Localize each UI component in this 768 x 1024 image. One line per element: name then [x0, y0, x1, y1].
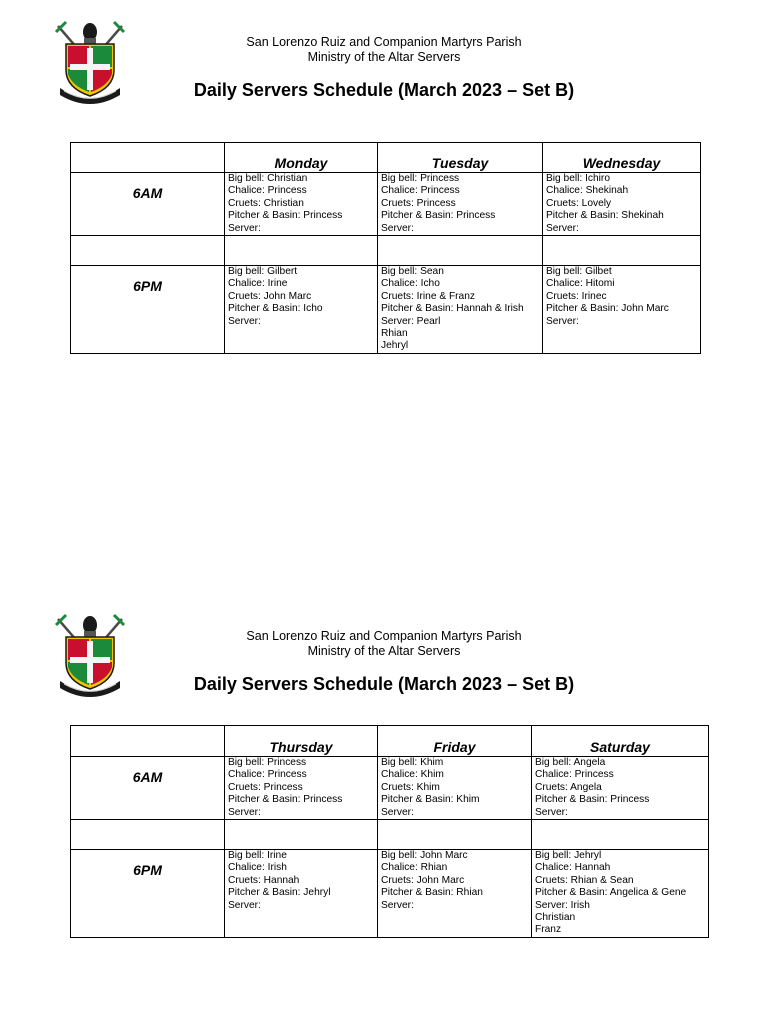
day-header: Saturday — [532, 726, 709, 757]
parish-name: San Lorenzo Ruiz and Companion Martyrs Parish — [246, 35, 522, 49]
assignment-line: Chalice: Princess — [535, 769, 614, 781]
assignment-line: Cruets: Rhian & Sean — [535, 874, 634, 886]
assignment-line: Big bell: John Marc — [381, 850, 468, 862]
assignment-line: Server: — [381, 899, 414, 911]
day-header: Thursday — [225, 726, 378, 757]
assignment-line: Server: — [381, 806, 414, 818]
assignment-line: Pitcher & Basin: Princess — [228, 794, 343, 806]
assignment-line: Chalice: Princess — [228, 769, 307, 781]
assignment-line: Big bell: Ichiro — [546, 173, 610, 184]
empty-header-cell — [71, 726, 225, 757]
empty-cell — [71, 820, 225, 850]
table-row — [71, 266, 701, 354]
assignment-line: Server: — [228, 315, 261, 327]
assignment-line: Big bell: Sean — [381, 266, 444, 278]
assignment-line: Pitcher & Basin: Khim — [381, 794, 480, 806]
assignment-cell — [532, 850, 709, 938]
assignment-line: Pitcher & Basin: John Marc — [546, 303, 669, 315]
assignment-line: Server: — [228, 899, 261, 911]
assignment-cell — [225, 850, 378, 938]
assignment-cell — [378, 757, 532, 820]
time-label: 6AM — [71, 757, 225, 820]
empty-cell — [225, 236, 378, 266]
assignment-line: Christian — [535, 912, 576, 924]
assignment-line: Chalice: Shekinah — [546, 185, 629, 197]
assignment-line: Big bell: Princess — [381, 173, 460, 184]
assignment-line: Pitcher & Basin: Angelica & Gene — [535, 887, 687, 899]
assignment-line: Chalice: Khim — [381, 769, 444, 781]
assignment-line: Cruets: John Marc — [228, 290, 312, 302]
time-label: 6PM — [71, 850, 225, 938]
day-header: Monday — [225, 143, 378, 173]
assignment-line: Cruets: Princess — [228, 781, 303, 793]
assignment-line: Pitcher & Basin: Shekinah — [546, 210, 664, 222]
assignment-line: Pitcher & Basin: Princess — [535, 794, 650, 806]
assignment-line: Big bell: Jehryl — [535, 850, 602, 862]
assignment-line: Chalice: Icho — [381, 278, 440, 290]
empty-header-cell — [71, 143, 225, 173]
assignment-cell — [225, 266, 378, 354]
assignment-line: Pitcher & Basin: Jehryl — [228, 887, 331, 899]
assignment-line: Cruets: Khim — [381, 781, 440, 793]
time-label: 6AM — [71, 173, 225, 236]
assignment-line: Chalice: Irine — [228, 278, 288, 290]
assignment-line: Pitcher & Basin: Princess — [228, 210, 343, 222]
assignment-line: Server: Pearl — [381, 315, 441, 327]
assignment-line: Server: — [546, 222, 579, 234]
assignment-line: Rhian — [381, 328, 408, 340]
assignment-cell — [378, 173, 543, 236]
table-row — [71, 173, 701, 236]
assignment-line: Cruets: Irinec — [546, 290, 607, 302]
assignment-line: Pitcher & Basin: Icho — [228, 303, 323, 315]
day-header: Friday — [378, 726, 532, 757]
empty-cell — [532, 820, 709, 850]
table-header-row — [71, 143, 701, 173]
parish-name: San Lorenzo Ruiz and Companion Martyrs Parish — [246, 629, 522, 643]
assignment-line: Big bell: Gilbert — [228, 266, 298, 278]
schedule-title: Daily Servers Schedule (March 2023 – Set B) — [193, 674, 575, 694]
assignment-line: Big bell: Christian — [228, 173, 308, 184]
assignment-line: Server: — [546, 315, 579, 327]
assignment-line: Big bell: Gilbet — [546, 266, 612, 278]
spacer-row — [71, 236, 701, 266]
assignment-line: Server: Irish — [535, 899, 590, 911]
empty-cell — [378, 236, 543, 266]
assignment-line: Chalice: Princess — [228, 185, 307, 197]
assignment-line: Cruets: Irine & Franz — [381, 290, 475, 302]
empty-cell — [543, 236, 701, 266]
assignment-line: Cruets: Angela — [535, 781, 602, 793]
table-row — [71, 850, 709, 938]
schedule-table — [70, 142, 701, 354]
ministry-name: Ministry of the Altar Servers — [307, 644, 461, 658]
assignment-line: Server: — [228, 222, 261, 234]
empty-cell — [378, 820, 532, 850]
assignment-line: Chalice: Irish — [228, 862, 287, 874]
assignment-line: Chalice: Hannah — [535, 862, 611, 874]
assignment-line: Franz — [535, 924, 562, 936]
day-header: Tuesday — [378, 143, 543, 173]
assignment-cell — [543, 173, 701, 236]
assignment-line: Cruets: Christian — [228, 197, 304, 209]
assignment-line: Big bell: Irine — [228, 850, 287, 862]
assignment-line: Server: — [381, 222, 414, 234]
assignment-line: Jehryl — [381, 340, 409, 352]
empty-cell — [71, 236, 225, 266]
assignment-line: Big bell: Princess — [228, 757, 307, 768]
assignment-line: Cruets: Lovely — [546, 197, 612, 209]
day-header: Wednesday — [543, 143, 701, 173]
assignment-line: Cruets: John Marc — [381, 874, 465, 886]
assignment-cell — [225, 757, 378, 820]
table-header-row — [71, 726, 709, 757]
assignment-line: Big bell: Angela — [535, 757, 606, 768]
assignment-cell — [225, 173, 378, 236]
schedule-table — [70, 725, 709, 938]
assignment-cell — [543, 266, 701, 354]
assignment-cell — [532, 757, 709, 820]
table-row — [71, 757, 709, 820]
assignment-line: Server: — [535, 806, 568, 818]
assignment-line: Pitcher & Basin: Rhian — [381, 887, 483, 899]
schedule-title: Daily Servers Schedule (March 2023 – Set B) — [193, 80, 575, 100]
assignment-line: Big bell: Khim — [381, 757, 444, 768]
assignment-line: Chalice: Hitomi — [546, 278, 615, 290]
assignment-line: Cruets: Hannah — [228, 874, 300, 886]
assignment-line: Cruets: Princess — [381, 197, 456, 209]
assignment-line: Server: — [228, 806, 261, 818]
assignment-line: Pitcher & Basin: Hannah & Irish — [381, 303, 524, 315]
ministry-name: Ministry of the Altar Servers — [307, 50, 461, 64]
time-label: 6PM — [71, 266, 225, 354]
assignment-line: Chalice: Rhian — [381, 862, 448, 874]
assignment-line: Pitcher & Basin: Princess — [381, 210, 496, 222]
assignment-line: Chalice: Princess — [381, 185, 460, 197]
empty-cell — [225, 820, 378, 850]
assignment-cell — [378, 266, 543, 354]
spacer-row — [71, 820, 709, 850]
assignment-cell — [378, 850, 532, 938]
